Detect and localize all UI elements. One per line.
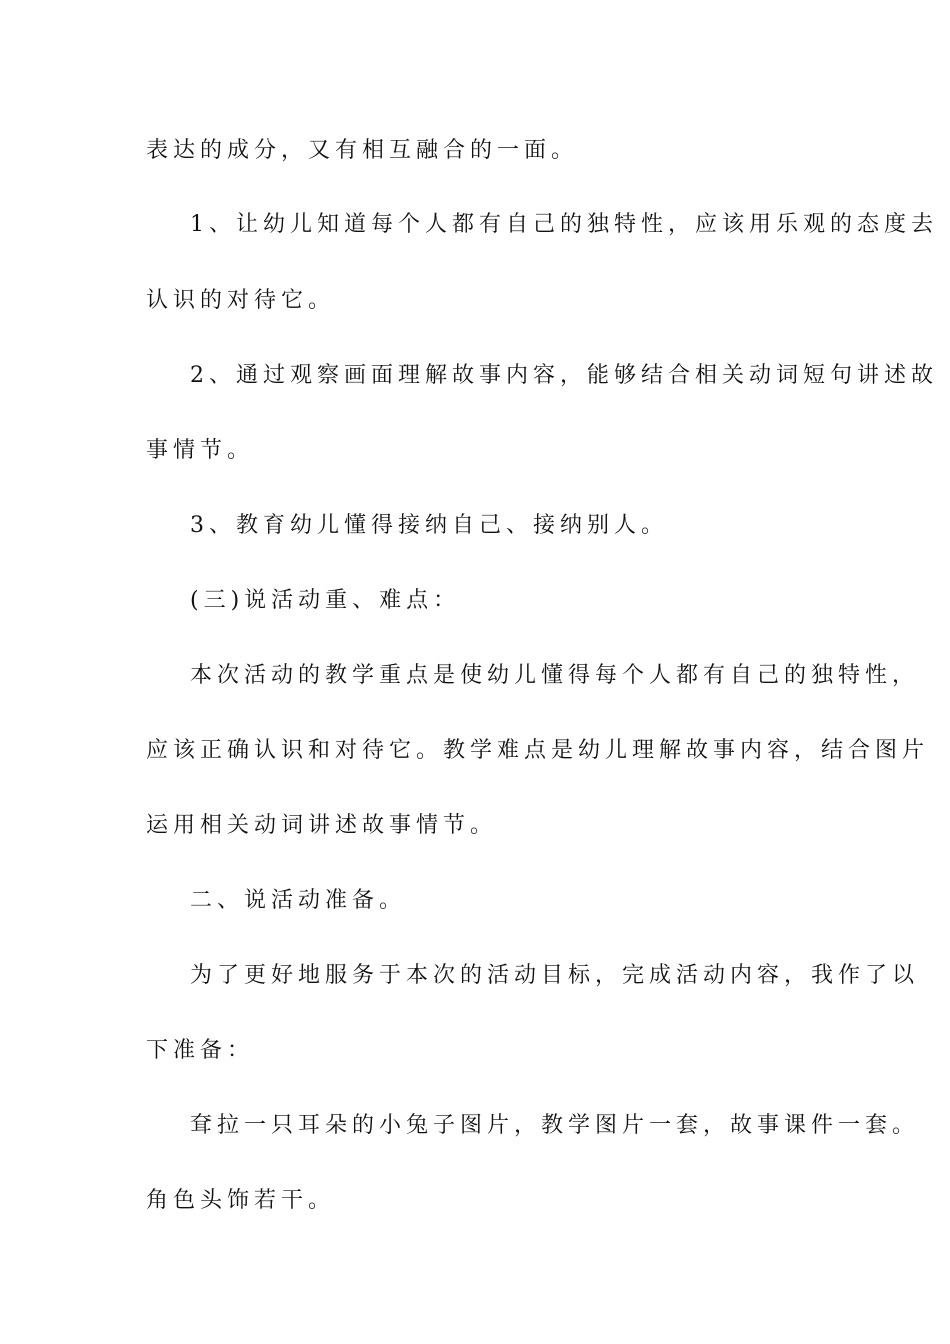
paragraph-line: 角色头饰若干。: [146, 1188, 336, 1213]
paragraph-line: 事情节。: [146, 438, 255, 463]
paragraph-line: 2、通过观察画面理解故事内容，能够结合相关动词短句讲述故: [190, 363, 938, 388]
section-heading: (三)说活动重、难点：: [190, 588, 461, 613]
paragraph-line: 为了更好地服务于本次的活动目标，完成活动内容，我作了以: [190, 963, 920, 988]
paragraph-line: 1、让幼儿知道每个人都有自己的独特性，应该用乐观的态度去: [190, 212, 938, 237]
paragraph-line: 运用相关动词讲述故事情节。: [146, 813, 498, 838]
paragraph-line: 表达的成分，又有相互融合的一面。: [146, 138, 579, 163]
paragraph-line: 应该正确认识和对待它。教学难点是幼儿理解故事内容，结合图片: [146, 738, 930, 763]
paragraph-line: 耷拉一只耳朵的小兔子图片，教学图片一套，故事课件一套。: [190, 1113, 920, 1138]
paragraph-line: 下准备：: [146, 1038, 255, 1063]
paragraph-line: 认识的对待它。: [146, 288, 336, 313]
paragraph-line: 本次活动的教学重点是使幼儿懂得每个人都有自己的独特性，: [190, 663, 920, 688]
section-heading: 二、说活动准备。: [190, 888, 407, 913]
paragraph-line: 3、教育幼儿懂得接纳自己、接纳别人。: [190, 513, 668, 538]
